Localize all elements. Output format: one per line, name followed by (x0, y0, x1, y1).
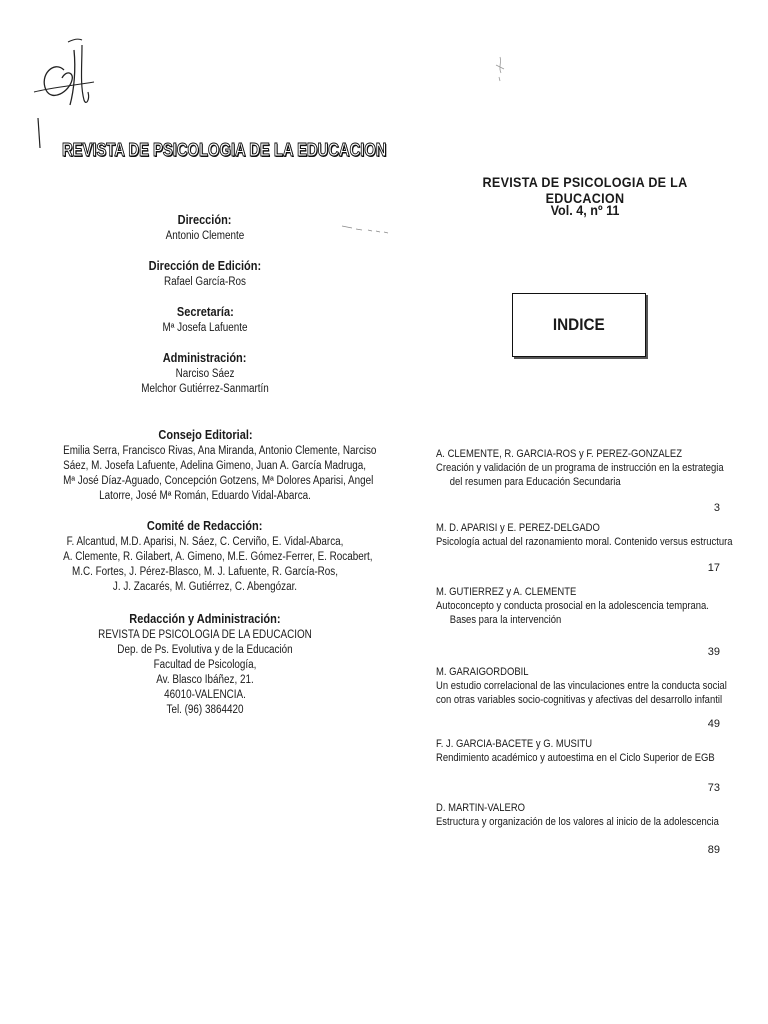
toc-title: Un estudio correlacional de las vinculaciones entre la conducta social con otras variables socio-cognitivas y afectivas del desarrollo infantil (436, 680, 727, 706)
toc-entry (436, 665, 727, 731)
toc-authors: M. GARAIGORDOBIL (436, 666, 529, 678)
handwritten-signature (24, 30, 104, 150)
credit-redaccion-administracion: Redacción y Administración: REVISTA DE PSICOLOGIA DE LA EDUCACION Dep. de Ps. Evolutiva y de la Educación Facultad de Psicología, Av. Blasco Ibáñez, 21. 46010-VALENCIA. Tel. (96) 3864420 (98, 612, 312, 716)
toc-authors: M. D. APARISI y E. PEREZ-DELGADO (436, 522, 600, 534)
scan-mark (340, 222, 390, 234)
toc-title: Psicología actual del razonamiento moral. Contenido versus estructura (436, 536, 733, 548)
toc-authors: D. MARTIN-VALERO (436, 802, 526, 814)
toc-page: 17 (707, 562, 720, 574)
credit-secretaria: Secretaría: Mª Josefa Lafuente (162, 305, 248, 334)
toc-entry (436, 585, 722, 659)
toc-entry (436, 737, 722, 795)
toc-title: Rendimiento académico y autoestima en el Ciclo Superior de EGB (436, 752, 715, 764)
credit-direccion: Dirección: Antonio Clemente (165, 213, 245, 242)
toc-page: 89 (707, 844, 720, 856)
toc-entry (436, 801, 722, 857)
table-of-contents (436, 447, 733, 857)
toc-page: 73 (707, 782, 720, 794)
masthead-title: REVISTA DE PSICOLOGIA DE LA EDUCACION (62, 140, 387, 160)
journal-title: REVISTA DE PSICOLOGIA DE LA EDUCACION (482, 174, 688, 206)
credits-column (40, 212, 377, 732)
credit-consejo-editorial: Consejo Editorial: Emilia Serra, Francisco Rivas, Ana Miranda, Antonio Clemente, Narciso Sáez, M. Josefa Lafuente, Adelina Gimeno, Juan A. García Madruga, Mª José Díaz-Aguado, Concepción Gotzens, Mª Dolores Aparisi, Angel Latorre, José Mª Román, Eduardo Vidal-Abarca. (63, 428, 377, 502)
toc-authors: F. J. GARCIA-BACETE y G. MUSITU (436, 738, 593, 750)
toc-title: Estructura y organización de los valores al inicio de la adolescencia (436, 816, 719, 828)
index-box (512, 293, 646, 357)
toc-title: Creación y validación de un programa de instrucción en la estrategia del resumen para Educación Secundaria (436, 462, 724, 488)
index-label: INDICE (553, 315, 605, 334)
toc-page: 39 (707, 646, 720, 658)
credit-direccion-edicion: Dirección de Edición: Rafael García-Ros (148, 259, 262, 288)
volume-number: Vol. 4, nº 11 (550, 202, 620, 218)
toc-entry (436, 521, 733, 575)
toc-entry (436, 447, 722, 515)
toc-page: 3 (713, 502, 720, 514)
toc-title: Autoconcepto y conducta prosocial en la adolescencia temprana. Bases para la intervención (436, 600, 709, 626)
credit-comite-redaccion: Comité de Redacción: F. Alcantud, M.D. Aparisi, N. Sáez, C. Cerviño, E. Vidal-Abarca, A. Clemente, R. Gilabert, A. Gimeno, M.E. Gómez-Ferrer, E. Rocabert, M.C. Fortes, J. Pérez-Blasco, M. J. Lafuente, R. García-Ros, J. J. Zacarés, M. Gutiérrez, C. Abengózar. (63, 519, 373, 593)
toc-page: 49 (707, 718, 720, 730)
toc-authors: A. CLEMENTE, R. GARCIA-ROS y F. PEREZ-GONZALEZ (436, 448, 683, 460)
toc-authors: M. GUTIERREZ y A. CLEMENTE (436, 586, 577, 598)
scan-mark (490, 55, 510, 83)
credit-administracion: Administración: Narciso Sáez Melchor Gutiérrez-Sanmartín (141, 351, 269, 395)
